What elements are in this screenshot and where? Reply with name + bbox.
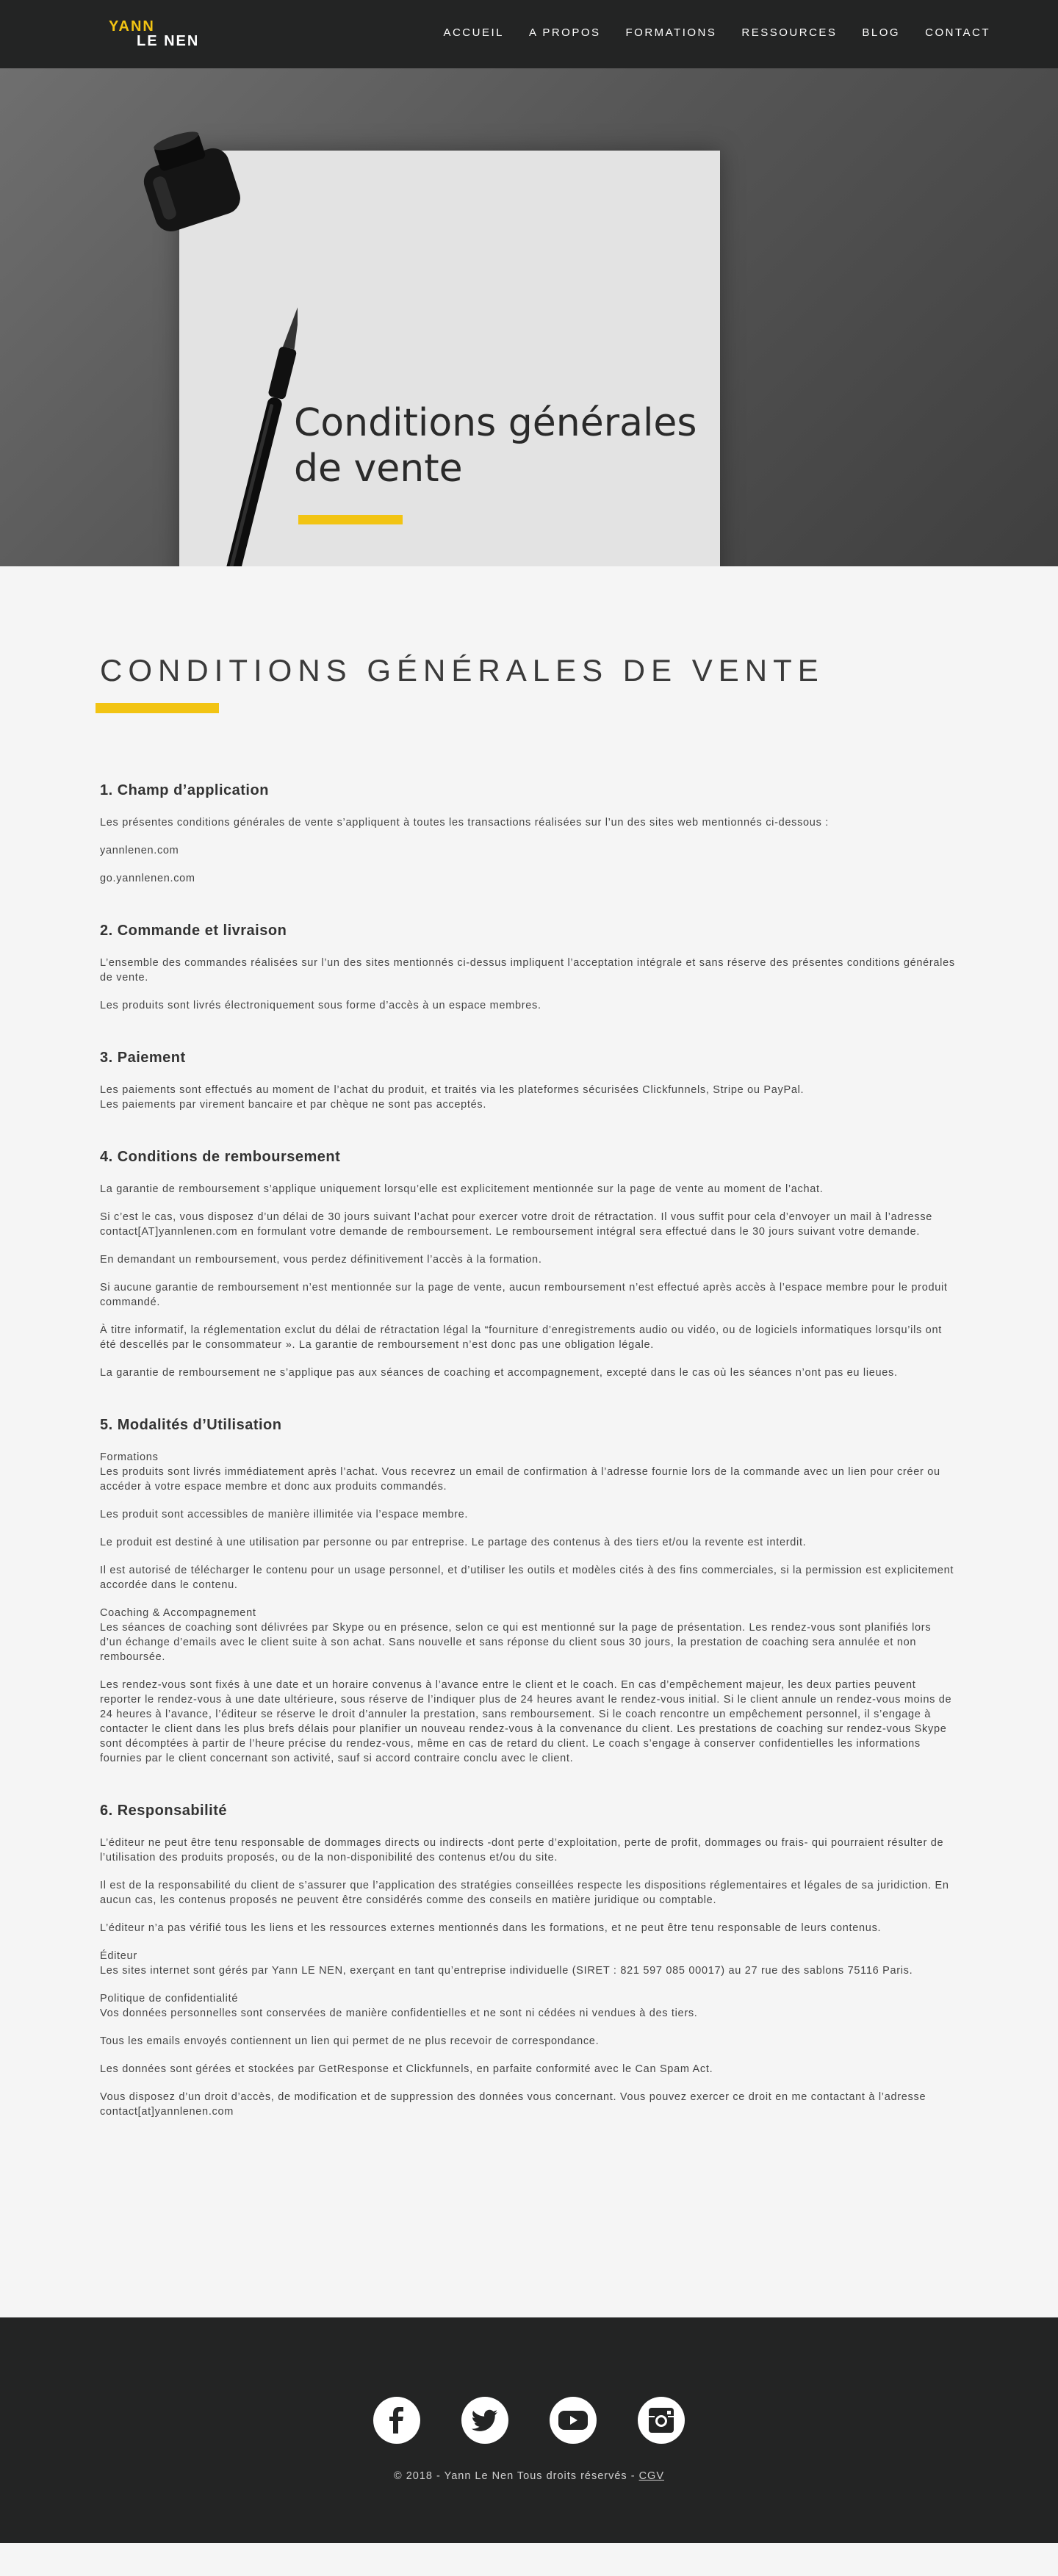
paragraph: Les paiements sont effectués au moment de l’achat du produit, et traités via les plateformes sécurisées Clickfunnels, Stripe ou PayPal. Les paiements par virement bancaire et par chèque ne sont pas acceptés. (100, 1084, 805, 1111)
section-heading: 6. Responsabilité (100, 1803, 227, 1819)
copyright-label: © 2018 - Yann Le Nen Tous droits réservés - (394, 2470, 639, 2482)
section-remboursement (100, 1149, 956, 1380)
nav-link-a-propos[interactable]: A PROPOS (528, 26, 601, 39)
social-links (0, 2397, 1058, 2444)
paragraph: La garantie de remboursement s’applique uniquement lorsqu’elle est explicitement mentionnée sur la page de vente au moment de l’achat. (100, 1183, 824, 1195)
twitter-link[interactable] (461, 2397, 508, 2444)
youtube-icon (558, 2409, 588, 2431)
section-heading: 3. Paiement (100, 1050, 186, 1066)
section-responsabilite (100, 1803, 956, 2119)
paragraph: L’éditeur ne peut être tenu responsable de dommages directs ou indirects -dont perte d’exploitation, perte de profit, dommages ou frais- qui pourraient résulter de l’utilisation des produits proposés, ou de la non-disponibilité des contenus et/ou du site. (100, 1837, 944, 1864)
site-header (0, 0, 1058, 68)
paragraph: Si aucune garantie de remboursement n’est mentionnée sur la page de vente, aucun remboursement n’est effectué après accès à l’espace membre pour le produit commandé. (100, 1282, 948, 1308)
section-heading: 4. Conditions de remboursement (100, 1149, 341, 1165)
facebook-icon (386, 2407, 408, 2434)
paragraph: Coaching & Accompagnement Les séances de coaching sont délivrées par Skype ou en présence, selon ce qui est mentionné sur la page de présentation. Les rendez-vous sont planifiés lors d’un échange d’emails avec le client suite à son achat. Sans nouvelle et sans réponse du client sous 30 jours, la prestation de coaching sera annulée et non remboursée. (100, 1607, 932, 1663)
paragraph: Les données sont gérées et stockées par GetResponse et Clickfunnels, en parfaite conformité avec le Can Spam Act. (100, 2063, 713, 2075)
paragraph: Les présentes conditions générales de vente s’appliquent à toutes les transactions réalisées sur l’un des sites web mentionnés ci-dessous : (100, 817, 829, 829)
inkpot-illustration (125, 127, 253, 237)
nav-link-contact[interactable]: CONTACT (925, 26, 990, 39)
page-title-underline (96, 703, 219, 713)
section-champ-application (100, 782, 956, 886)
paragraph: Les rendez-vous sont fixés à une date et un horaire convenus à l’avance entre le client et le coach. En cas d’empêchement majeur, les deux parties peuvent reporter le rendez-vous à une date ultérieure, sous réserve de l’indiquer plus de 24 heures avant le rendez-vous initial. Si le client annule un rendez-vous moins de 24 heures à l’avance, l’éditeur se réserve le droit d’annuler la prestation, sans remboursement. Si le coach rencontre un empêchement personnel, il s’engage à contacter le client dans les plus brefs délais pour planifier un nouveau rendez-vous à la convenance du client. Les prestations de coaching sur rendez-vous Skype sont décomptées à partir de l’heure précise du rendez-vous, même en cas de retard du client. Le coach s’engage à conserver confidentielles les informations fournies par le client concernant son activité, sauf si accord contraire conclu avec le client. (100, 1679, 952, 1764)
paragraph: L’ensemble des commandes réalisées sur l’un des sites mentionnés ci-dessus impliquent l’acceptation intégrale et sans réserve des présentes conditions générales de vente. (100, 957, 955, 984)
paragraph: Tous les emails envoyés contiennent un lien qui permet de ne plus recevoir de correspondance. (100, 2035, 600, 2047)
hero-title-underline (298, 515, 403, 524)
paragraph: Il est autorisé de télécharger le contenu pour un usage personnel, et d’utiliser les outils et modèles cités à des fins commerciales, si la permission est explicitement accordée dans le contenu. (100, 1565, 954, 1591)
paragraph: Les produit sont accessibles de manière illimitée via l’espace membre. (100, 1509, 469, 1520)
paragraph: Politique de confidentialité Vos données personnelles sont conservées de manière confidentielles et ne sont ni cédées ni vendues à des tiers. (100, 1993, 698, 2019)
logo-line-1: YANN (109, 18, 155, 35)
hero-title: Conditions générales de vente (294, 401, 697, 491)
paragraph: Formations Les produits sont livrés immédiatement après l’achat. Vous recevrez un email de confirmation à l’adresse fournie lors de la commande avec un lien pour créer ou accéder à votre espace membre et donc aux produits commandés. (100, 1451, 940, 1493)
section-modalites (100, 1417, 956, 1766)
paragraph: Vous disposez d’un droit d’accès, de modification et de suppression des données vous concernant. Vous pouvez exercer ce droit en me contactant à l’adresse contact[at]yannlenen.com (100, 2091, 926, 2118)
main-nav (443, 26, 990, 39)
paragraph: L’éditeur n’a pas vérifié tous les liens et les ressources externes mentionnés dans les formations, et ne peut être tenu responsable de leurs contenus. (100, 1922, 882, 1934)
paragraph: Éditeur Les sites internet sont gérés par Yann LE NEN, exerçant en tant qu’entreprise individuelle (SIRET : 821 597 085 00017) au 27 rue des sablons 75116 Paris. (100, 1950, 913, 1977)
twitter-icon (472, 2409, 498, 2431)
section-heading: 1. Champ d’application (100, 782, 269, 798)
nav-link-ressources[interactable]: RESSOURCES (741, 26, 838, 39)
logo-line-2: LE NEN (137, 33, 200, 49)
page-title: CONDITIONS GÉNÉRALES DE VENTE (100, 653, 824, 688)
section-heading: 5. Modalités d’Utilisation (100, 1417, 282, 1433)
section-commande-livraison (100, 923, 956, 1013)
nav-link-blog[interactable]: BLOG (862, 26, 901, 39)
nav-link-accueil[interactable]: ACCUEIL (443, 26, 504, 39)
paragraph: À titre informatif, la réglementation exclut du délai de rétractation légal la “fourniture d’enregistrements audio ou vidéo, ou de logiciels informatiques lorsqu’ils ont été descellés par le consommateur ». La garantie de remboursement n’est donc pas une obligation légale. (100, 1324, 942, 1351)
cgv-link[interactable]: CGV (638, 2470, 664, 2482)
cgv-content (100, 782, 956, 2119)
facebook-link[interactable] (373, 2397, 420, 2444)
site-footer (0, 2317, 1058, 2543)
site-url: yannlenen.com (100, 845, 179, 856)
paragraph: La garantie de remboursement ne s’applique pas aux séances de coaching et accompagnement, excepté dans le cas où les séances n’ont pas eu lieues. (100, 1367, 898, 1379)
instagram-icon (648, 2407, 674, 2434)
hero-banner (0, 68, 1058, 566)
site-logo[interactable] (109, 19, 199, 48)
paragraph: En demandant un remboursement, vous perdez définitivement l’accès à la formation. (100, 1254, 542, 1266)
youtube-link[interactable] (550, 2397, 597, 2444)
section-heading: 2. Commande et livraison (100, 923, 287, 939)
section-paiement (100, 1050, 956, 1112)
main-content (0, 566, 1058, 2317)
paragraph: Si c’est le cas, vous disposez d’un délai de 30 jours suivant l’achat pour exercer votre droit de rétractation. Il vous suffit pour cela d’envoyer un mail à l’adresse contact[AT]yannlenen.com en formulant votre demande de remboursement. Le remboursement intégral sera effectué dans le 30 jours suivant votre demande. (100, 1211, 933, 1238)
nav-link-formations[interactable]: FORMATIONS (625, 26, 717, 39)
instagram-link[interactable] (638, 2397, 685, 2444)
fountain-pen-illustration (217, 292, 298, 566)
paragraph: Le produit est destiné à une utilisation par personne ou par entreprise. Le partage des contenus à des tiers et/ou la revente est interdit. (100, 1537, 807, 1548)
paragraph: Les produits sont livrés électroniquement sous forme d’accès à un espace membres. (100, 1000, 541, 1011)
paragraph: Il est de la responsabilité du client de s’assurer que l’application des stratégies conseillées respecte les dispositions réglementaires et légales de sa juridiction. En aucun cas, les contenus proposés ne peuvent être considérés comme des conseils en matière juridique ou comptable. (100, 1880, 949, 1906)
site-url: go.yannlenen.com (100, 873, 195, 884)
copyright-text (0, 2470, 1058, 2482)
